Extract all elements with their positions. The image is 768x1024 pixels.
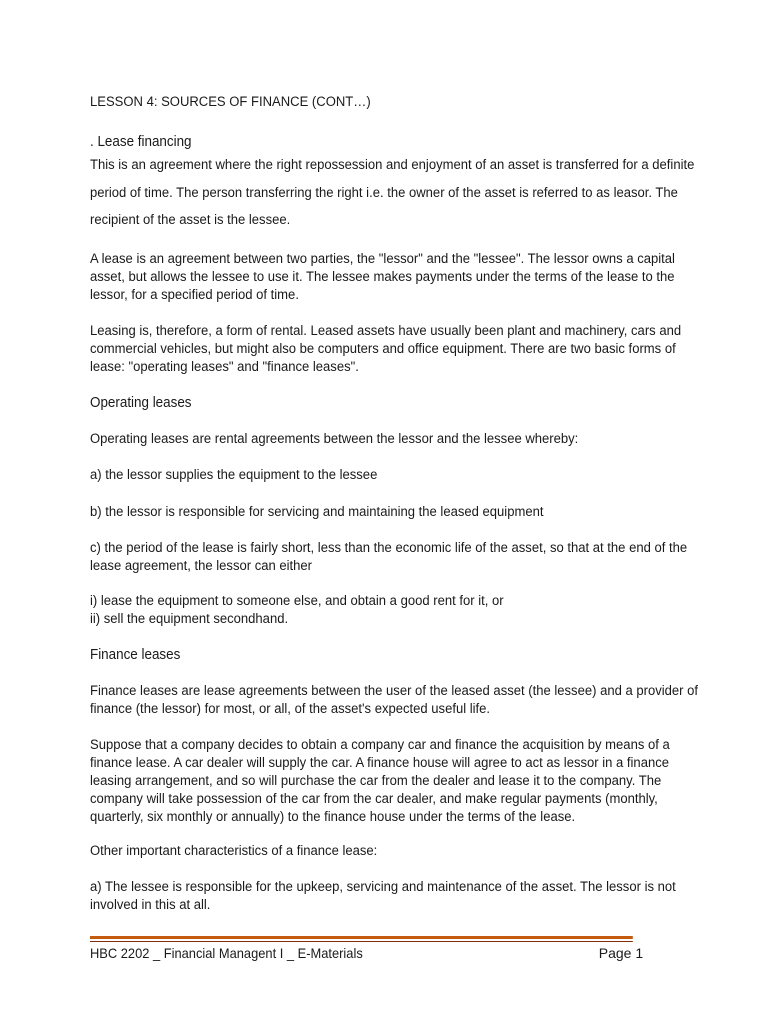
paragraph-line: finance (the lessor) for most, or all, of the asset's expected useful life. [90, 701, 491, 717]
paragraph-line: Finance leases are lease agreements between the user of the leased asset (the lessee) and a provider of [90, 683, 699, 699]
characteristic-item-a [90, 878, 679, 914]
lease-financing-heading: . Lease financing [90, 134, 192, 150]
paragraph-line: Leasing is, therefore, a form of rental. Leased assets have usually been plant and machinery, cars and [90, 323, 682, 339]
lease-definition-paragraph [90, 250, 679, 304]
operating-item-c [90, 539, 688, 575]
paragraph-line: commercial vehicles, but might also be computers and office equipment. There are two basic forms of [90, 341, 676, 357]
operating-options-list [90, 592, 679, 628]
operating-item-a: a) the lessor supplies the equipment to the lessee [90, 467, 378, 483]
operating-leases-heading: Operating leases [90, 395, 192, 411]
footer-course-label: HBC 2202 _ Financial Managent I _ E-Materials [90, 945, 363, 961]
paragraph-line: involved in this at all. [90, 897, 211, 913]
footer-divider-dark [90, 941, 633, 942]
paragraph-line: company will take possession of the car from the car dealer, and make regular payments (monthly, [90, 791, 658, 807]
finance-leases-definition [90, 682, 699, 718]
operating-item-b: b) the lessor is responsible for servicing and maintaining the leased equipment [90, 504, 544, 520]
paragraph-line: Suppose that a company decides to obtain a company car and finance the acquisition by means of a [90, 737, 670, 753]
paragraph-line: finance lease. A car dealer will supply the car. A finance house will agree to act as lessor in a finance [90, 755, 670, 771]
finance-lease-example [90, 736, 679, 826]
paragraph-line: a) The lessee is responsible for the upkeep, servicing and maintenance of the asset. The lessor is not [90, 879, 676, 895]
leasing-rental-paragraph [90, 322, 682, 376]
lease-intro-line: period of time. The person transferring the right i.e. the owner of the asset is referred to as leasor. The [90, 184, 678, 201]
paragraph-line: lease agreement, the lessor can either [90, 558, 313, 574]
footer-divider-accent [90, 936, 633, 939]
lease-intro-line: This is an agreement where the right repossession and enjoyment of an asset is transferred for a definite [90, 157, 695, 173]
option-item: i) lease the equipment to someone else, and obtain a good rent for it, or [90, 593, 504, 609]
paragraph-line: A lease is an agreement between two parties, the "lessor" and the "lessee". The lessor owns a capital [90, 251, 675, 267]
lease-intro-line: recipient of the asset is the lessee. [90, 212, 291, 228]
option-item: ii) sell the equipment secondhand. [90, 611, 289, 627]
paragraph-line: asset, but allows the lessee to use it. The lessee makes payments under the terms of the lease to the [90, 269, 675, 285]
lease-intro-paragraph [90, 152, 695, 235]
paragraph-line: quarterly, six monthly or annually) to the finance house under the terms of the lease. [90, 809, 576, 825]
lesson-title: LESSON 4: SOURCES OF FINANCE (CONT…) [90, 94, 371, 110]
finance-leases-heading: Finance leases [90, 647, 181, 663]
characteristics-intro: Other important characteristics of a finance lease: [90, 843, 378, 859]
operating-leases-intro: Operating leases are rental agreements between the lessor and the lessee whereby: [90, 431, 579, 447]
page-number: Page 1 [598, 945, 644, 961]
paragraph-line: lease: "operating leases" and "finance leases". [90, 359, 359, 375]
paragraph-line: leasing arrangement, and so will purchase the car from the dealer and lease it to the company. The [90, 773, 662, 789]
document-page [7, 0, 714, 1024]
paragraph-line: c) the period of the lease is fairly short, less than the economic life of the asset, so that at the end of the [90, 540, 688, 556]
paragraph-line: lessor, for a specified period of time. [90, 287, 299, 303]
